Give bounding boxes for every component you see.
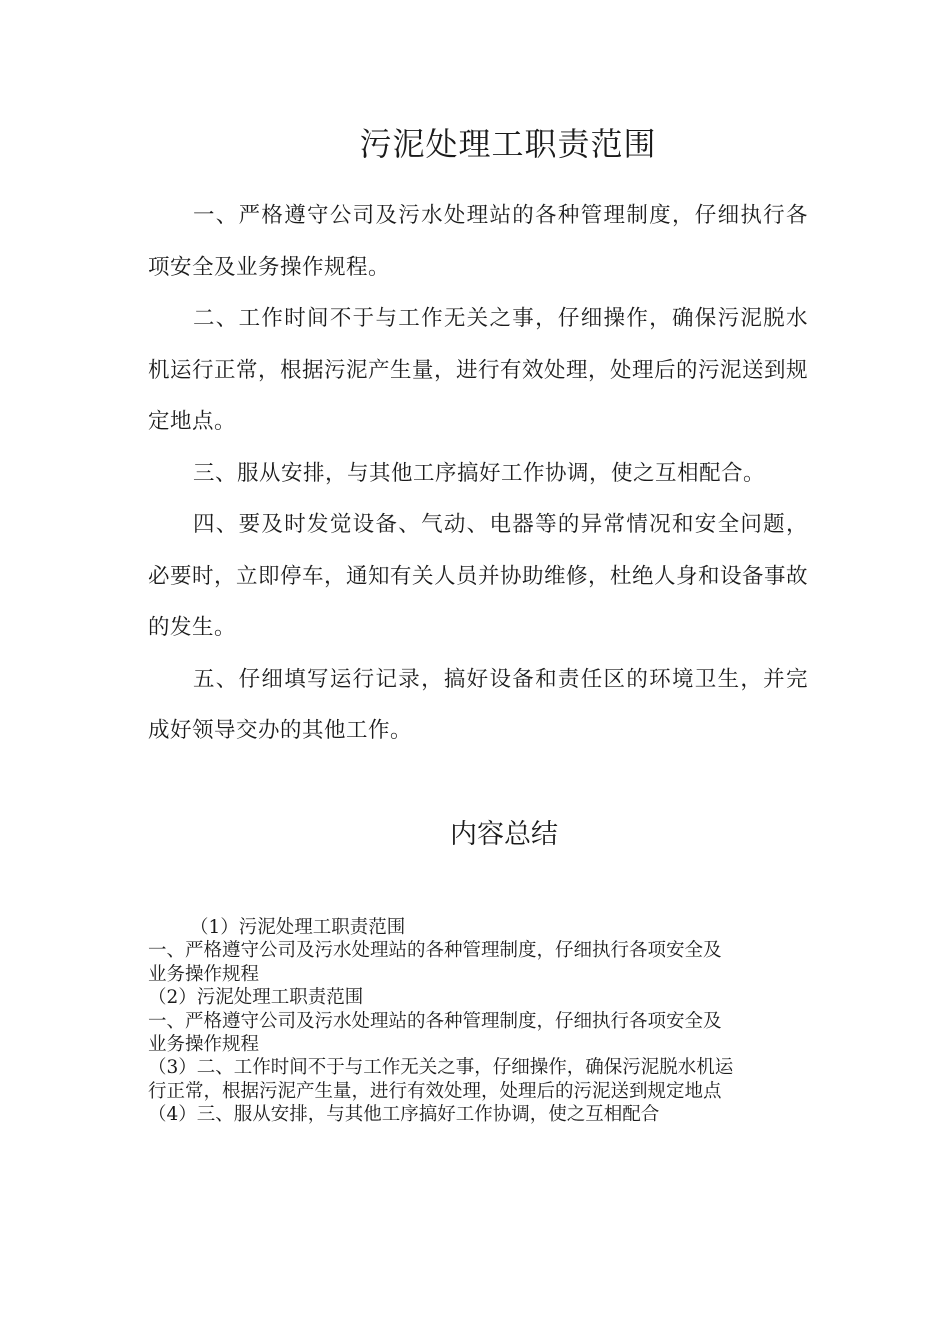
paragraph-3: 三、服从安排，与其他工序搞好工作协调，使之互相配合。 — [193, 460, 766, 486]
document-title: 污泥处理工职责范围 — [359, 125, 657, 163]
summary-line: 业务操作规程 — [148, 963, 260, 985]
summary-section — [148, 916, 808, 1127]
summary-line: 一、严格遵守公司及污水处理站的各种管理制度，仔细执行各项安全及 — [148, 940, 722, 962]
summary-line: 业务操作规程 — [148, 1034, 260, 1056]
summary-line: 行正常，根据污泥产生量，进行有效处理，处理后的污泥送到规定地点 — [148, 1080, 722, 1102]
summary-title: 内容总结 — [450, 819, 558, 850]
paragraph-5: 五、仔细填写运行记录，搞好设备和责任区的环境卫生，并完成好领导交办的其他工作。 — [148, 666, 808, 743]
summary-line: （3）二、工作时间不于与工作无关之事，仔细操作，确保污泥脱水机运 — [148, 1057, 734, 1079]
document-body — [148, 190, 808, 757]
paragraph-4: 四、要及时发觉设备、气动、电器等的异常情况和安全问题，必要时，立即停车，通知有关人员并协助维修，杜绝人身和设备事故的发生。 — [148, 512, 809, 640]
paragraph-1: 一、严格遵守公司及污水处理站的各种管理制度，仔细执行各项安全及业务操作规程。 — [148, 203, 808, 280]
summary-line: 一、严格遵守公司及污水处理站的各种管理制度，仔细执行各项安全及 — [148, 1010, 722, 1032]
paragraph-2: 二、工作时间不于与工作无关之事，仔细操作，确保污泥脱水机运行正常，根据污泥产生量，进行有效处理，处理后的污泥送到规定地点。 — [148, 306, 809, 434]
summary-line: （2）污泥处理工职责范围 — [148, 987, 364, 1009]
summary-line: （4）三、服从安排，与其他工序搞好工作协调，使之互相配合 — [148, 1104, 660, 1126]
summary-line: （1）污泥处理工职责范围 — [190, 917, 406, 938]
